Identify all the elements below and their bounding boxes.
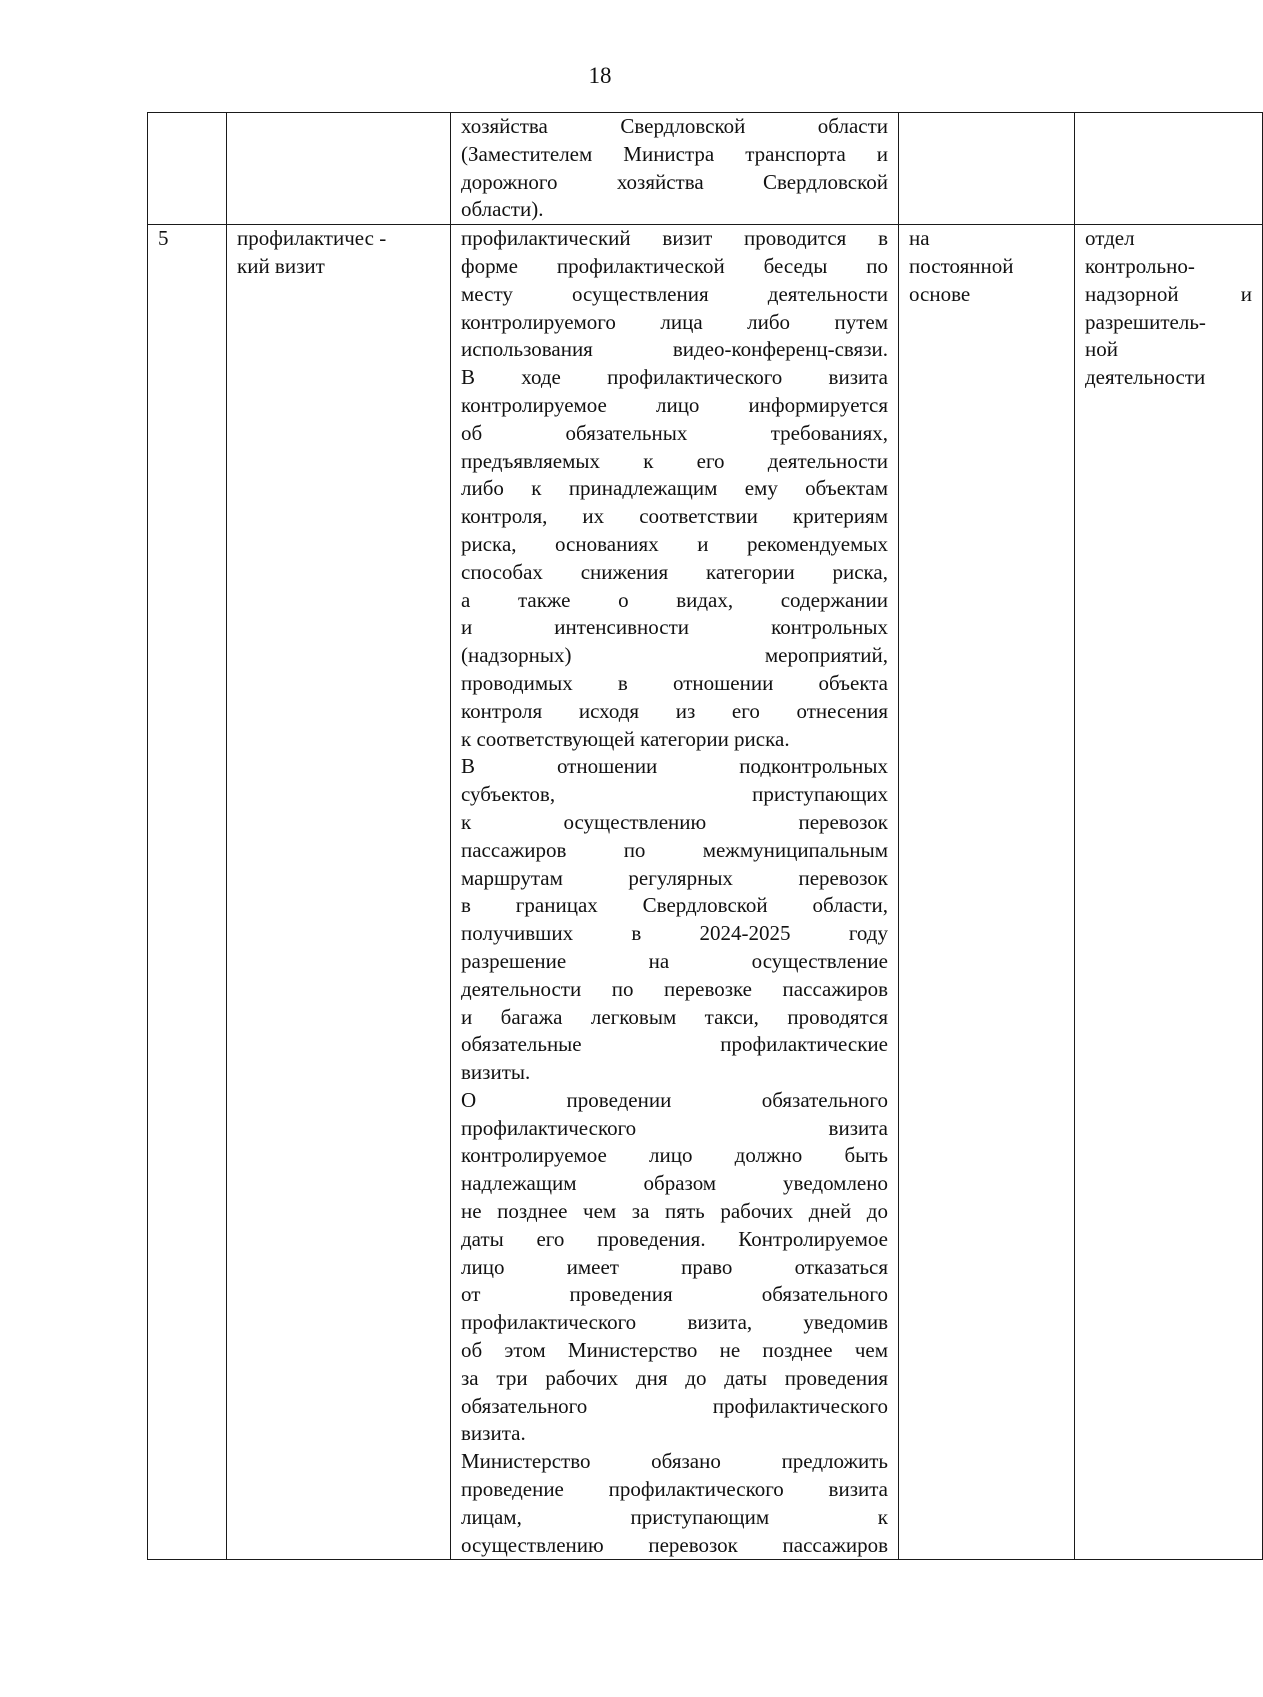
description-line: деятельности по перевозке пассажиров [461, 976, 888, 1001]
description-line: проведение профилактического визита [461, 1477, 888, 1502]
description-line: (надзорных) мероприятий, [461, 643, 888, 668]
description-line: маршрутам регулярных перевозок [461, 865, 888, 890]
description-line: предъявляемых к его деятельности [461, 448, 888, 473]
measure-name-line: профилактичес - [237, 226, 387, 251]
responsible-line: деятельности [1085, 365, 1206, 390]
description-line: профилактический визит проводится в [461, 226, 888, 251]
description-line: использования видео-конференц-связи. [461, 337, 888, 362]
description-line: либо к принадлежащим ему объектам [461, 476, 888, 501]
description-line: контролируемое лицо информируется [461, 392, 888, 417]
description-line: за три рабочих дня до даты проведения [461, 1365, 888, 1390]
description-line: визита. [461, 1421, 526, 1446]
document-table [147, 112, 1263, 1560]
description-line: профилактического визита [461, 1115, 888, 1140]
responsible-line: надзорной и [1085, 281, 1252, 306]
description-line: О проведении обязательного [461, 1087, 888, 1112]
cell-responsible [1075, 225, 1263, 1560]
description-line: контролируемого лица либо путем [461, 309, 888, 334]
description-line: к осуществлению перевозок [461, 809, 888, 834]
description-line: контроля исходя из его отнесения [461, 698, 888, 723]
description-line: профилактического визита, уведомив [461, 1310, 888, 1335]
description-line: об обязательных требованиях, [461, 420, 888, 445]
responsible-line: разрешитель- [1085, 309, 1206, 334]
table-row-5 [148, 225, 1263, 1560]
responsible-line: отдел [1085, 226, 1135, 251]
description-line: области). [461, 197, 544, 222]
description-line: осуществлению перевозок пассажиров [461, 1532, 888, 1557]
table-row-continuation [148, 113, 1263, 225]
description-line: от проведения обязательного [461, 1282, 888, 1307]
description-line: даты его проведения. Контролируемое [461, 1226, 888, 1251]
description-line: Министерство обязано предложить [461, 1449, 888, 1474]
description-line: обязательного профилактического [461, 1393, 888, 1418]
description-line: разрешение на осуществление [461, 948, 888, 973]
description-line: обязательные профилактические [461, 1032, 888, 1057]
description-line: и интенсивности контрольных [461, 615, 888, 640]
description-line: к соответствующей категории риска. [461, 726, 790, 751]
responsible-line: ной [1085, 337, 1118, 362]
description-line: надлежащим образом уведомлено [461, 1171, 888, 1196]
description-line: месту осуществления деятельности [461, 281, 888, 306]
page-number: 18 [588, 63, 612, 88]
description-line: не позднее чем за пять рабочих дней до [461, 1199, 888, 1224]
term-line: на [909, 226, 930, 251]
cell-responsible-empty [1075, 113, 1263, 225]
measure-name-line: кий визит [237, 253, 325, 278]
cell-number-empty [148, 113, 227, 225]
cell-description-continuation [451, 113, 899, 225]
description-line: форме профилактической беседы по [461, 253, 888, 278]
cell-name-empty [227, 113, 451, 225]
description-line: контроля, их соответствии критериям [461, 504, 888, 529]
description-line: пассажиров по межмуниципальным [461, 837, 888, 862]
cell-number: 5 [148, 225, 227, 1560]
description-line: лицо имеет право отказаться [461, 1254, 888, 1279]
cell-term-empty [899, 113, 1075, 225]
cell-description [451, 225, 899, 1560]
description-line: контролируемое лицо должно быть [461, 1143, 888, 1168]
term-line: постоянной [909, 253, 1014, 278]
description-line: получивших в 2024-2025 году [461, 921, 888, 946]
description-line: дорожного хозяйства Свердловской [461, 169, 888, 194]
cell-measure-name [227, 225, 451, 1560]
description-line: способах снижения категории риска, [461, 559, 888, 584]
term-line: основе [909, 281, 971, 306]
description-line: в границах Свердловской области, [461, 893, 888, 918]
description-line: риска, основаниях и рекомендуемых [461, 531, 888, 556]
description-line: лицам, приступающим к [461, 1504, 888, 1529]
description-line: об этом Министерство не позднее чем [461, 1338, 888, 1363]
cell-term [899, 225, 1075, 1560]
description-line: (Заместителем Министра транспорта и [461, 141, 888, 166]
description-line: а также о видах, содержании [461, 587, 888, 612]
description-line: проводимых в отношении объекта [461, 670, 888, 695]
description-line: В ходе профилактического визита [461, 365, 888, 390]
description-line: визиты. [461, 1060, 531, 1085]
responsible-line: контрольно- [1085, 253, 1195, 278]
description-line: субъектов, приступающих [461, 782, 888, 807]
description-line: хозяйства Свердловской области [461, 114, 888, 138]
description-line: В отношении подконтрольных [461, 754, 888, 779]
description-line: и багажа легковым такси, проводятся [461, 1004, 888, 1029]
